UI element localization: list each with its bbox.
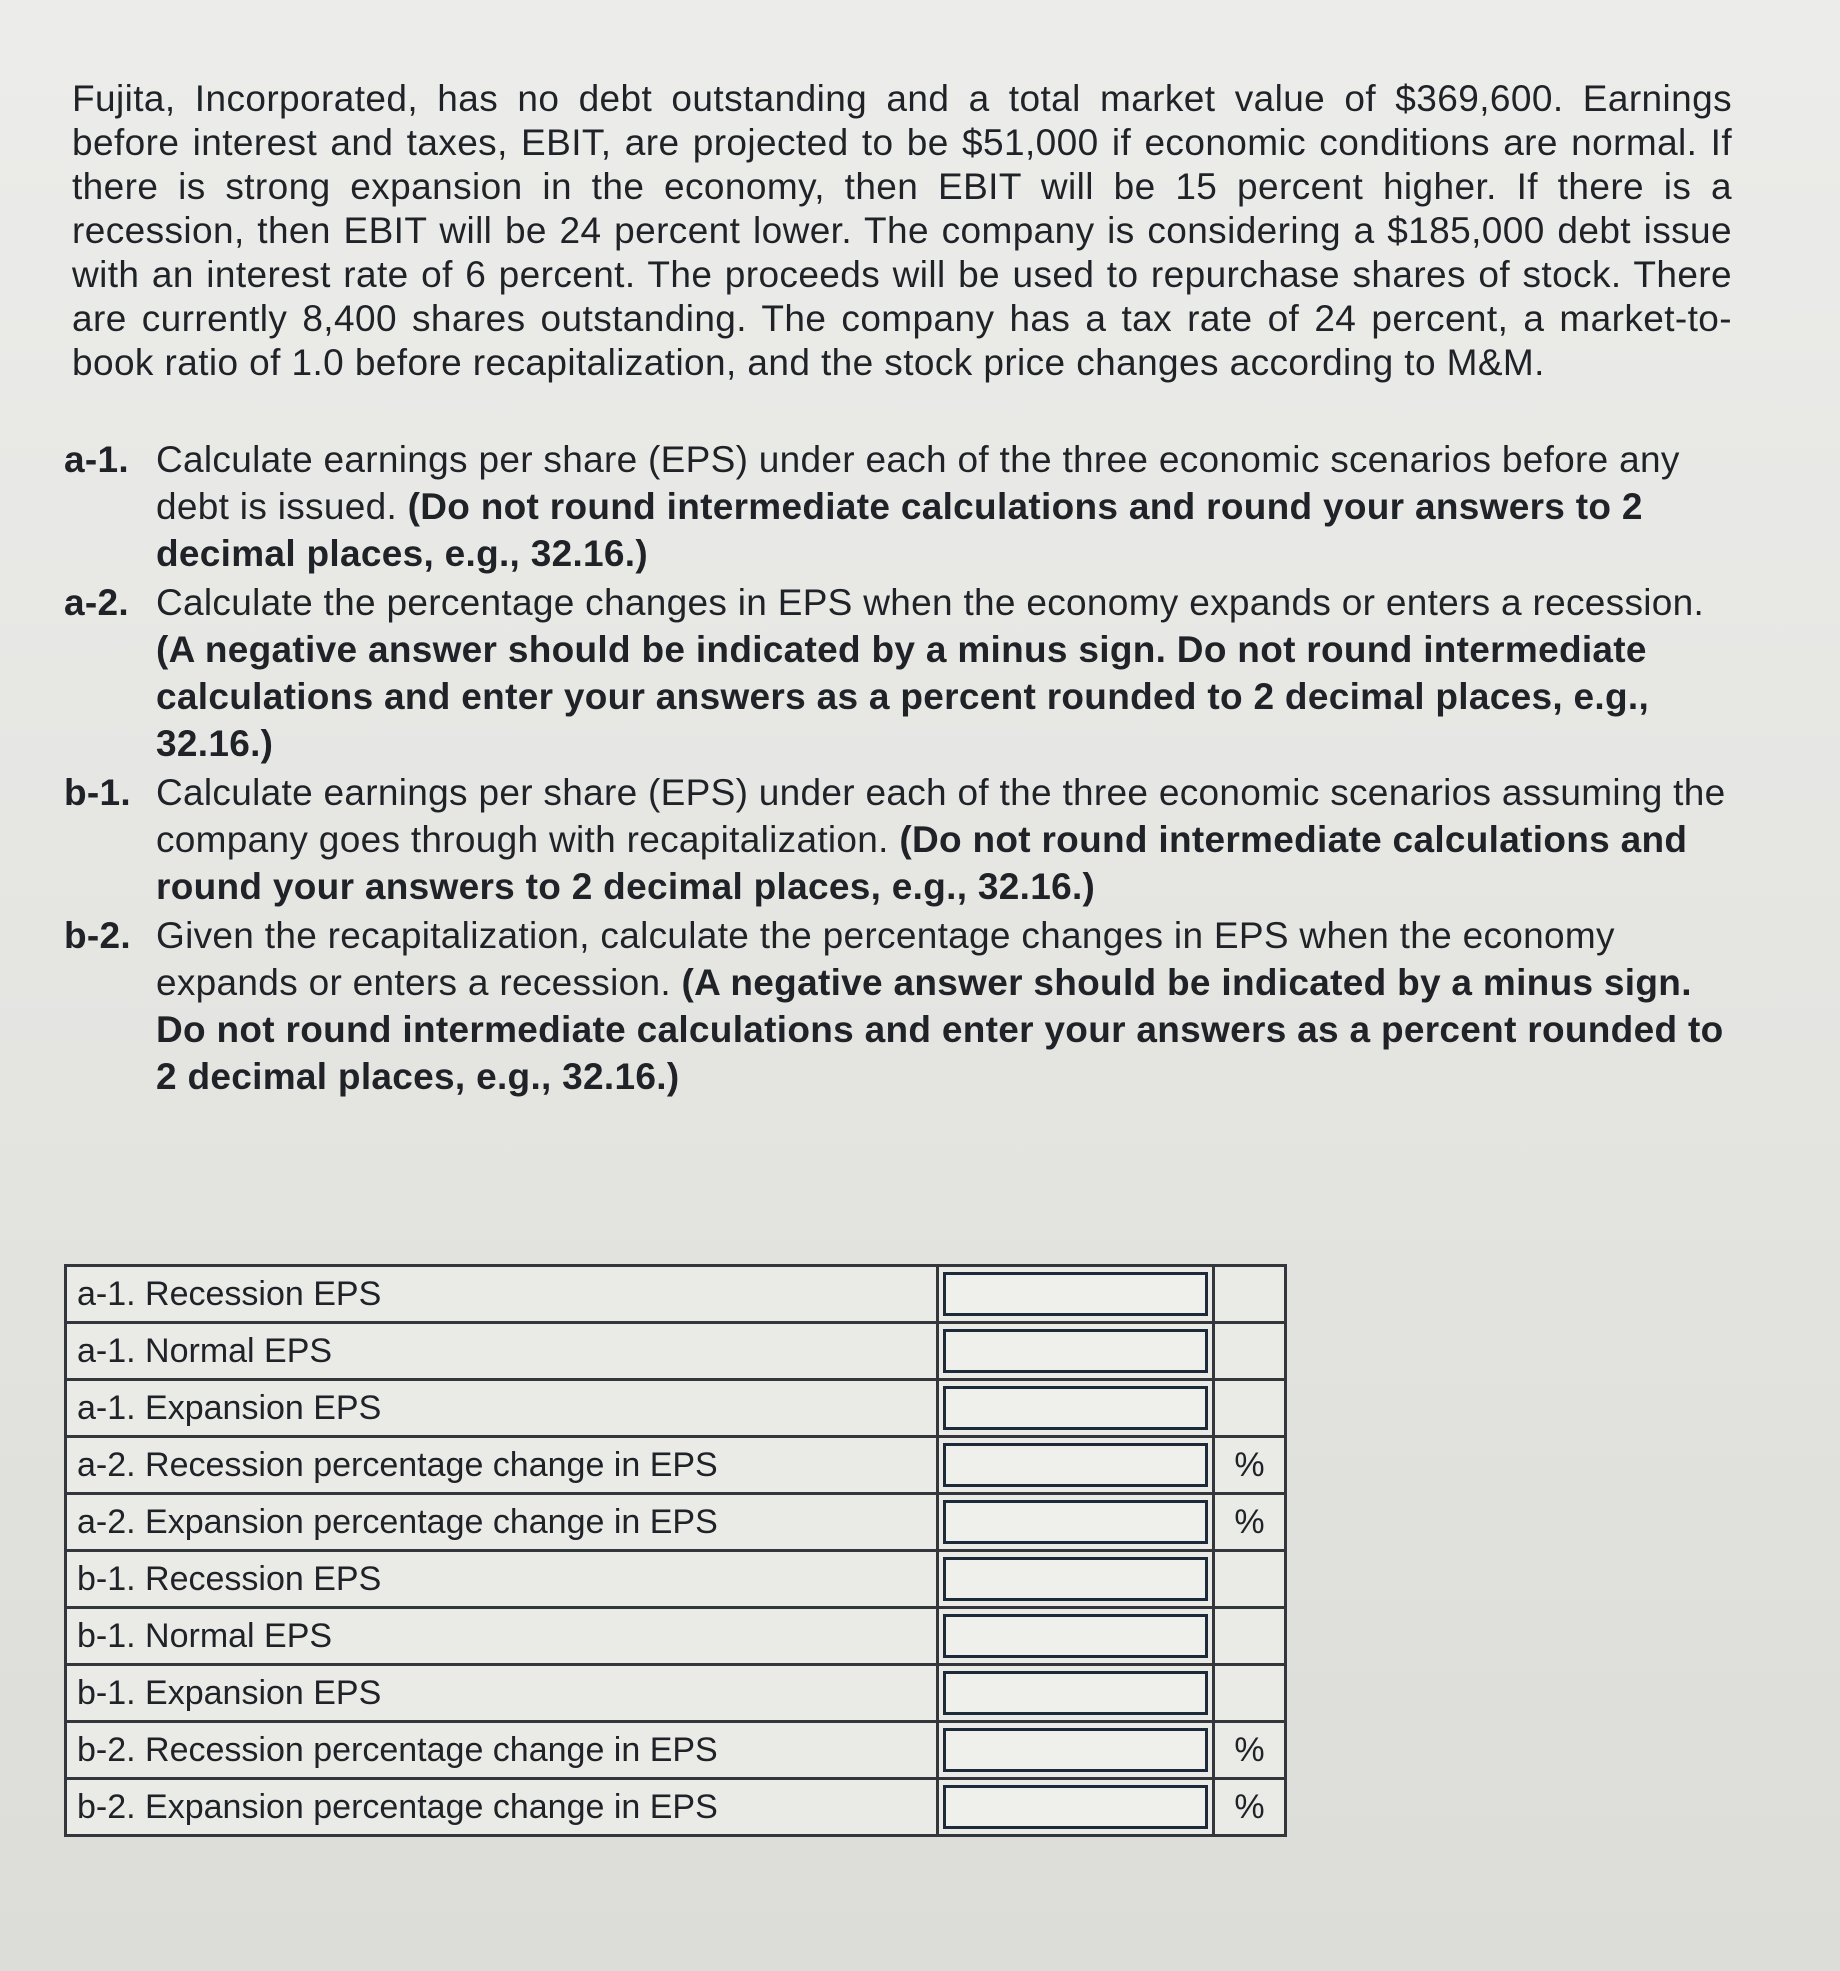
- table-row: [66, 1608, 1286, 1665]
- unit-cell: [1214, 1665, 1286, 1722]
- percent-unit: %: [1214, 1437, 1286, 1494]
- question-b2: [64, 912, 1744, 1100]
- unit-cell: [1214, 1551, 1286, 1608]
- question-label: a-1.: [64, 439, 129, 480]
- table-row: [66, 1323, 1286, 1380]
- table-row: [66, 1551, 1286, 1608]
- answer-cell: [938, 1266, 1214, 1323]
- question-body: [156, 579, 1744, 767]
- row-label: a-1. Expansion EPS: [66, 1380, 938, 1437]
- question-text: Calculate earnings per share (EPS) under each of the three economic scenarios assuming the company goes through with recapitalization.: [156, 772, 1726, 860]
- answer-input-b2-expansion[interactable]: [943, 1785, 1208, 1829]
- unit-cell: [1214, 1266, 1286, 1323]
- table-row: [66, 1722, 1286, 1779]
- answer-cell: [938, 1779, 1214, 1836]
- answer-cell: [938, 1380, 1214, 1437]
- answer-input-a1-recession[interactable]: [943, 1272, 1208, 1316]
- answer-input-b2-recession[interactable]: [943, 1728, 1208, 1772]
- row-label: a-1. Recession EPS: [66, 1266, 938, 1323]
- answer-table: [64, 1264, 1287, 1837]
- row-label: a-2. Recession percentage change in EPS: [66, 1437, 938, 1494]
- question-instruction: (A negative answer should be indicated by a minus sign. Do not round intermediate calculations and enter your answers as a percent rounded to 2 decimal places, e.g., 32.16.): [156, 629, 1650, 764]
- answer-input-b1-normal[interactable]: [943, 1614, 1208, 1658]
- row-label: a-2. Expansion percentage change in EPS: [66, 1494, 938, 1551]
- answer-cell: [938, 1608, 1214, 1665]
- question-instruction: (Do not round intermediate calculations and round your answers to 2 decimal places, e.g., 32.16.): [156, 819, 1688, 907]
- answer-cell: [938, 1494, 1214, 1551]
- question-instruction: (Do not round intermediate calculations and round your answers to 2 decimal places, e.g., 32.16.): [156, 486, 1643, 574]
- table-row: [66, 1266, 1286, 1323]
- question-a1: [64, 436, 1744, 577]
- question-text: Given the recapitalization, calculate the percentage changes in EPS when the economy expands or enters a recession.: [156, 915, 1615, 1003]
- question-text: Calculate earnings per share (EPS) under each of the three economic scenarios before any debt is issued.: [156, 439, 1680, 527]
- question-label: b-1.: [64, 772, 131, 813]
- row-label: b-1. Expansion EPS: [66, 1665, 938, 1722]
- table-row: [66, 1665, 1286, 1722]
- answer-input-a1-expansion[interactable]: [943, 1386, 1208, 1430]
- question-label: a-2.: [64, 582, 129, 623]
- answer-input-b1-expansion[interactable]: [943, 1671, 1208, 1715]
- row-label: b-2. Recession percentage change in EPS: [66, 1722, 938, 1779]
- answer-cell: [938, 1323, 1214, 1380]
- question-instruction: (A negative answer should be indicated by a minus sign. Do not round intermediate calculations and enter your answers as a percent rounded to 2 decimal places, e.g., 32.16.): [156, 962, 1724, 1097]
- problem-statement: Fujita, Incorporated, has no debt outstanding and a total market value of $369,600. Earnings before interest and taxes, EBIT, are projected to be $51,000 if economic conditions are normal. If there is strong expansion in the economy, then EBIT will be 15 percent higher. If there is a recession, then EBIT will be 24 percent lower. The company is considering a $185,000 debt issue with an interest rate of 6 percent. The proceeds will be used to repurchase shares of stock. There are currently 8,400 shares outstanding. The company has a tax rate of 24 percent, a market-to-book ratio of 1.0 before recapitalization, and the stock price changes according to M&M.: [72, 78, 1732, 383]
- table-row: [66, 1779, 1286, 1836]
- question-a2: [64, 579, 1744, 767]
- percent-unit: %: [1214, 1494, 1286, 1551]
- question-body: [156, 436, 1744, 577]
- percent-unit: %: [1214, 1722, 1286, 1779]
- unit-cell: [1214, 1380, 1286, 1437]
- question-text: Calculate the percentage changes in EPS when the economy expands or enters a recession.: [156, 582, 1705, 623]
- question-body: [156, 769, 1744, 910]
- unit-cell: [1214, 1323, 1286, 1380]
- answer-input-b1-recession[interactable]: [943, 1557, 1208, 1601]
- row-label: b-1. Normal EPS: [66, 1608, 938, 1665]
- answer-cell: [938, 1437, 1214, 1494]
- answer-cell: [938, 1665, 1214, 1722]
- row-label: b-2. Expansion percentage change in EPS: [66, 1779, 938, 1836]
- table-row: [66, 1494, 1286, 1551]
- answer-input-a2-expansion[interactable]: [943, 1500, 1208, 1544]
- question-list: [64, 436, 1744, 1102]
- question-body: [156, 912, 1744, 1100]
- unit-cell: [1214, 1608, 1286, 1665]
- table-row: [66, 1437, 1286, 1494]
- answer-input-a1-normal[interactable]: [943, 1329, 1208, 1373]
- question-b1: [64, 769, 1744, 910]
- answer-input-a2-recession[interactable]: [943, 1443, 1208, 1487]
- answer-cell: [938, 1551, 1214, 1608]
- table-row: [66, 1380, 1286, 1437]
- row-label: a-1. Normal EPS: [66, 1323, 938, 1380]
- question-label: b-2.: [64, 915, 131, 956]
- percent-unit: %: [1214, 1779, 1286, 1836]
- answer-cell: [938, 1722, 1214, 1779]
- row-label: b-1. Recession EPS: [66, 1551, 938, 1608]
